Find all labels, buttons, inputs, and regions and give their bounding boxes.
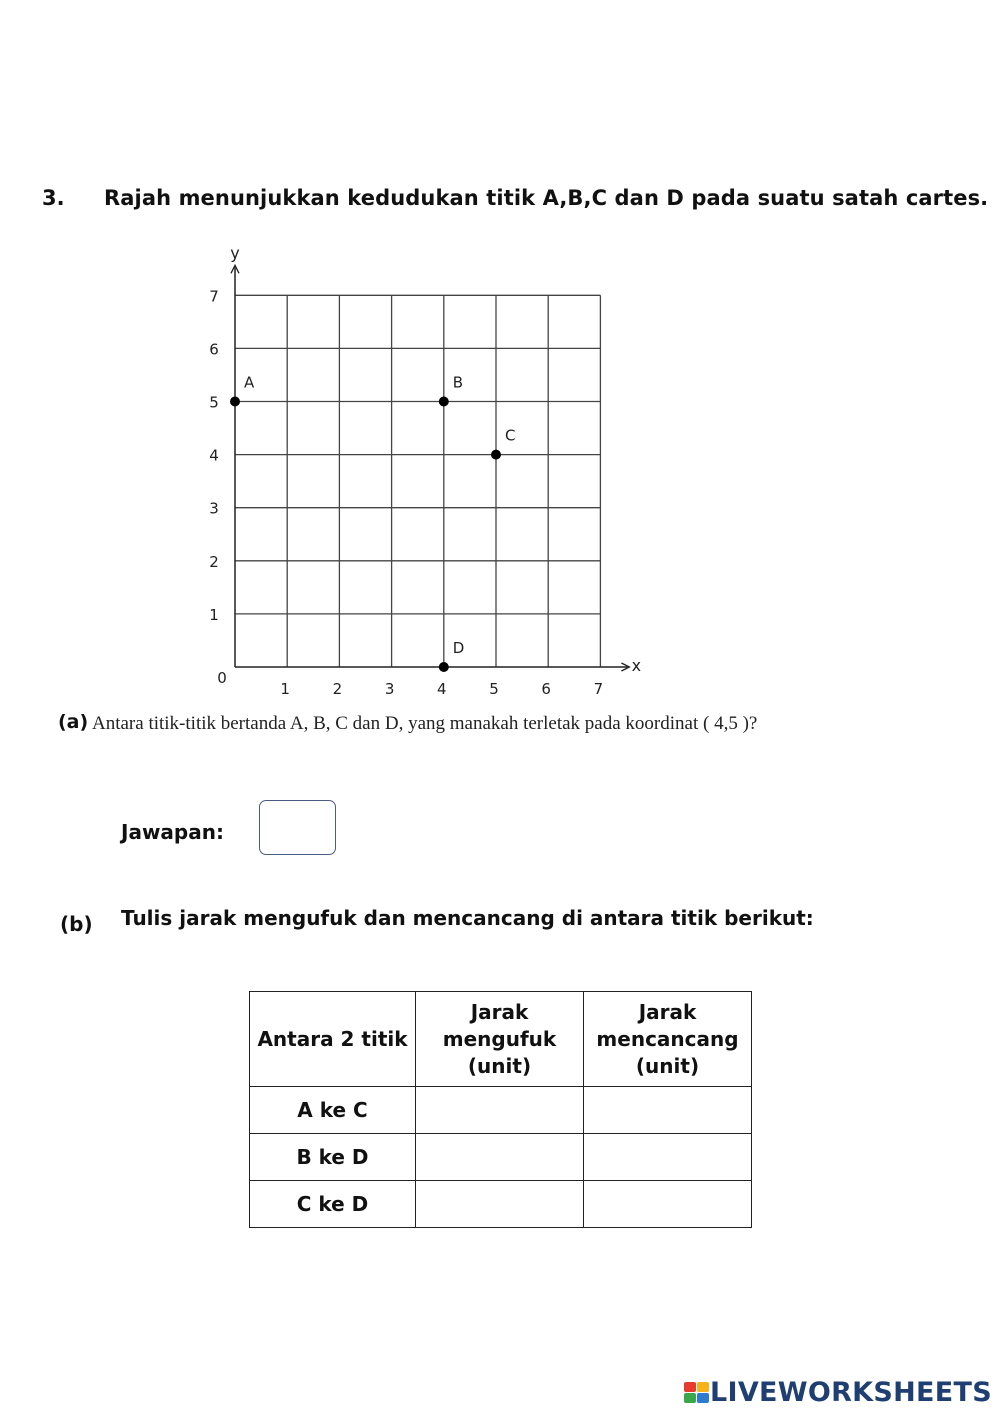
answer-input-box[interactable] — [259, 800, 336, 855]
row-pair-label: B ke D — [250, 1134, 416, 1181]
horizontal-distance-input[interactable] — [416, 1134, 584, 1181]
point-a-label: A — [244, 373, 255, 392]
part-a-label: (a) — [58, 711, 89, 733]
table-row — [250, 1181, 752, 1228]
table-row — [250, 1087, 752, 1134]
liveworksheets-logo[interactable] — [684, 1377, 992, 1408]
header-vertical — [584, 992, 752, 1087]
tick-labels — [209, 243, 641, 698]
part-b-question: Tulis jarak mengufuk dan mencancang di antara titik berikut: — [121, 906, 814, 930]
y-tick-label: 1 — [209, 605, 219, 624]
brand-name: LIVEWORKSHEETS — [709, 1377, 992, 1408]
y-tick-label: 6 — [209, 340, 219, 359]
y-tick-label: 3 — [209, 499, 219, 518]
grid-lines — [235, 295, 600, 667]
y-tick-label: 2 — [209, 552, 219, 571]
part-b-label: (b) — [60, 912, 93, 936]
y-tick-label: 5 — [209, 393, 219, 412]
point-c-marker — [491, 450, 501, 460]
x-tick-label: 7 — [593, 680, 604, 698]
horizontal-distance-input[interactable] — [416, 1181, 584, 1228]
origin-label: 0 — [217, 669, 227, 687]
y-tick-label: 7 — [209, 287, 219, 306]
point-b-label: B — [452, 373, 464, 392]
x-tick-label: 1 — [280, 680, 290, 698]
x-axis-label: x — [631, 656, 642, 675]
question-number: 3. — [42, 186, 65, 210]
distance-table — [249, 991, 752, 1228]
vertical-distance-input[interactable] — [584, 1134, 752, 1181]
row-pair-label: A ke C — [250, 1087, 416, 1134]
vertical-distance-input[interactable] — [584, 1087, 752, 1134]
axes — [231, 265, 629, 671]
x-tick-label: 6 — [541, 680, 551, 698]
header-horizontal-line2: mengufuk — [442, 1026, 557, 1051]
header-pair-text: Antara 2 titik — [257, 1026, 408, 1051]
header-pair — [250, 992, 416, 1087]
point-a-marker — [230, 397, 240, 407]
vertical-distance-input[interactable] — [584, 1181, 752, 1228]
horizontal-distance-input[interactable] — [416, 1087, 584, 1134]
point-b-marker — [439, 397, 449, 407]
header-horizontal-line1: Jarak — [470, 999, 529, 1024]
header-vertical-line1: Jarak — [638, 999, 697, 1024]
point-d-marker — [439, 662, 449, 672]
y-axis-label: y — [230, 243, 240, 263]
y-tick-label: 4 — [209, 446, 219, 465]
table-header-row — [250, 992, 752, 1087]
table-row — [250, 1134, 752, 1181]
row-pair-label: C ke D — [250, 1181, 416, 1228]
data-points — [230, 374, 515, 673]
header-horizontal-line3: (unit) — [467, 1053, 532, 1078]
logo-icon — [684, 1382, 710, 1404]
point-c-label: C — [505, 426, 516, 445]
point-d-label: D — [452, 639, 465, 657]
question-text: Rajah menunjukkan kedudukan titik A,B,C dan D pada suatu satah cartes. — [104, 186, 989, 210]
part-a-question: Antara titik-titik bertanda A, B, C dan D, yang manakah terletak pada koordinat ( 4,5 )? — [92, 713, 758, 734]
x-tick-label: 5 — [489, 680, 499, 698]
header-horizontal — [416, 992, 584, 1087]
answer-label: Jawapan: — [121, 820, 224, 844]
x-tick-label: 2 — [332, 680, 343, 698]
x-tick-label: 4 — [437, 680, 447, 698]
header-vertical-line3: (unit) — [635, 1053, 700, 1078]
header-vertical-line2: mencancang — [596, 1026, 739, 1051]
x-tick-label: 3 — [384, 680, 395, 698]
